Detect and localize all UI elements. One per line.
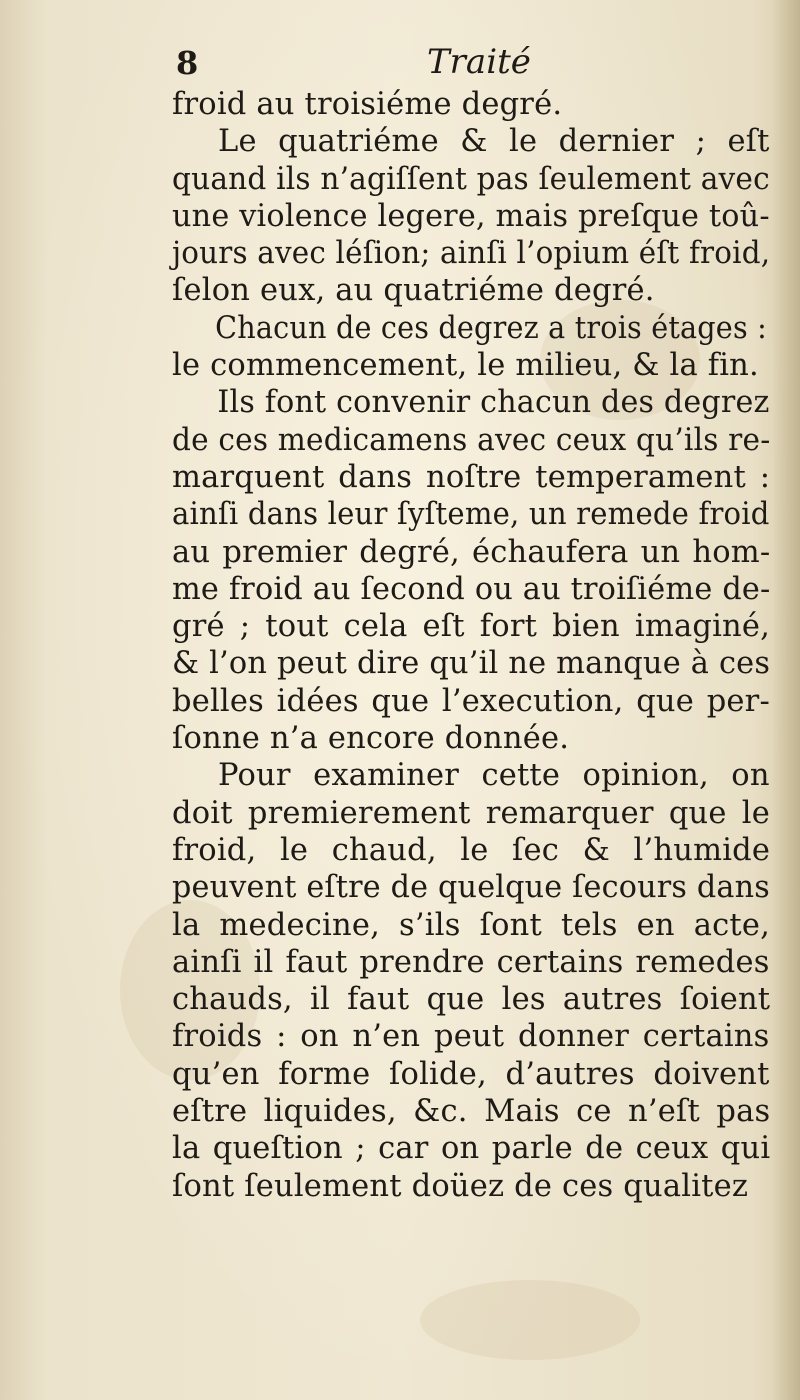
text-line: la queſtion ; car on parle de ceux qui	[172, 1131, 771, 1167]
text-line: marquent dans noſtre temperament :	[172, 459, 771, 495]
text-line: une violence legere, mais preſque toû-	[172, 198, 770, 234]
text-line: froid au troisiéme degré.	[172, 87, 563, 122]
text-line: belles idées que l’execution, que per-	[172, 683, 770, 719]
page-header	[172, 40, 772, 90]
text-line: froids : on n’en peut donner certains	[172, 1019, 770, 1055]
page-number: 8	[176, 44, 199, 82]
text-line: quand ils n’agiſſent pas ſeulement avec	[172, 161, 770, 197]
paper-stain	[420, 1280, 640, 1360]
text-line: ainſi il faut prendre certains remedes	[172, 944, 770, 980]
running-title: Traité	[427, 42, 531, 82]
text-line: Le quatriéme & le dernier ; eſt	[218, 124, 770, 160]
text-line: froid, le chaud, le ſec & l’humide	[172, 832, 771, 868]
text-line: eſtre liquides, &c. Mais ce n’eſt pas	[172, 1094, 771, 1130]
text-line: ſont ſeulement doüez de ces qualitez	[172, 1168, 749, 1204]
text-line: peuvent eſtre de quelque ſecours dans	[172, 870, 770, 906]
text-line: Pour examiner cette opinion, on	[218, 758, 770, 794]
text-line: Chacun de ces degrez a trois étages :	[215, 310, 767, 346]
text-line: jours avec léſion; ainſi l’opium éſt froid,	[172, 236, 771, 272]
text-line: Ils font convenir chacun des degrez	[217, 385, 770, 421]
text-line: doit premierement remarquer que le	[172, 795, 770, 831]
text-line: me froid au ſecond ou au troiſiéme de-	[172, 571, 771, 607]
page-edge-shadow	[772, 0, 800, 1400]
text-line: la medecine, s’ils ſont tels en acte,	[172, 907, 771, 943]
text-line: chauds, il faut que les autres ſoient	[172, 982, 771, 1018]
text-line: le commencement, le milieu, & la fin.	[172, 348, 759, 384]
text-line: gré ; tout cela eſt fort bien imaginé,	[172, 609, 771, 645]
body-text	[172, 86, 770, 1205]
text-line: de ces medicamens avec ceux qu’ils re-	[172, 422, 771, 458]
text-line: & l’on peut dire qu’il ne manque à ces	[172, 646, 771, 682]
text-line: qu’en forme ſolide, d’autres doivent	[172, 1056, 770, 1092]
text-line: au premier degré, échaufera un hom-	[172, 534, 771, 570]
text-line: ainſi dans leur ſyſteme, un remede froid	[172, 497, 770, 533]
text-line: ſelon eux, au quatriéme degré.	[172, 273, 655, 309]
text-line: ſonne n’a encore donnée.	[172, 721, 570, 757]
